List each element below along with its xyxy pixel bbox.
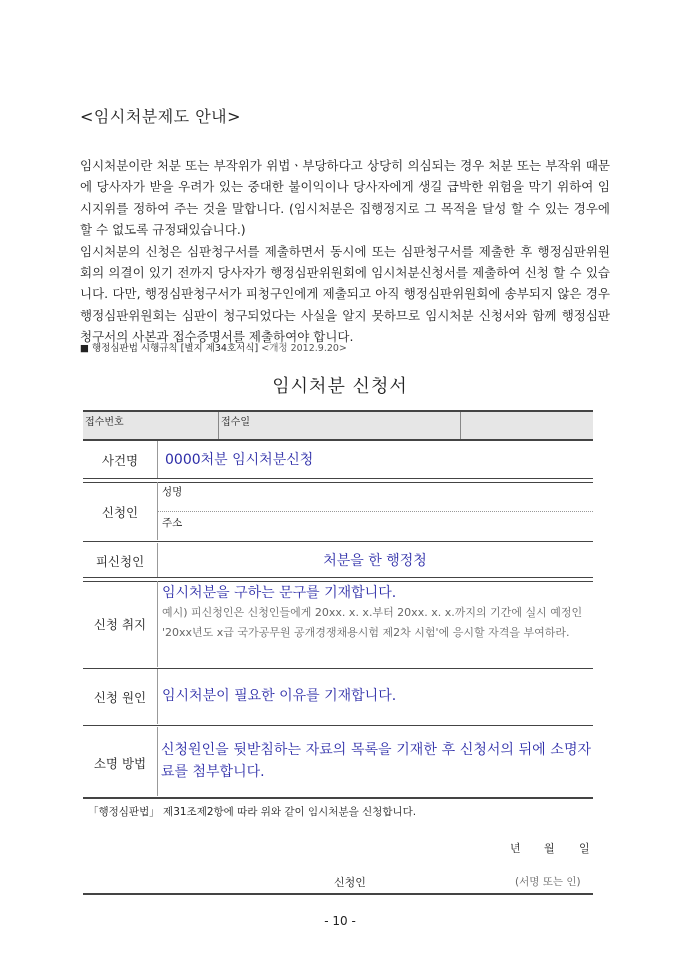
divider: [157, 581, 158, 667]
receipt-date-label: 접수일: [218, 412, 463, 439]
legal-basis: [80, 340, 347, 354]
signer-label: 신청인: [334, 876, 366, 889]
receipt-extra-cell: [460, 412, 596, 439]
evidence-row: [83, 727, 593, 796]
sub-divider: [157, 511, 593, 512]
reason-row: [83, 669, 593, 724]
reason-label: 신청 원인: [93, 690, 147, 705]
intro-paragraph-2: 임시처분의 신청은 심판청구서를 제출하면서 동시에 또는 심판청구서를 제출한 후 행정심판위원회의 의결이 있기 전까지 당사자가 행정심판위원회에 임시처분신청서를 제출하여 신청 할 수 있습니다. 다만, 행정심판청구서가 피청구인에게 제출되고 아직 행정심판위원회에 송부되지 않은 경우 행정심판위원회는 심판이 청구되었다는 사실을 알지 못하므로 임시처분 신청서와 함께 행정심판청구서의 사본과 접수증명서를 제출하여야 합니다.: [80, 243, 610, 345]
revision-date: <개정 2012.9.20>: [261, 343, 347, 354]
row-divider: [83, 541, 593, 542]
applicant-label: 신청인: [101, 505, 139, 520]
case-name-label: 사건명: [101, 453, 139, 468]
application-statement: 「행정심판법」 제31조제2항에 따라 위와 같이 임시처분을 신청합니다.: [88, 806, 417, 818]
signature-hint: (서명 또는 인): [515, 876, 581, 888]
name-label: 성명: [162, 486, 183, 498]
case-name-row: [83, 441, 593, 478]
purpose-label: 신청 취지: [93, 617, 147, 632]
evidence-label: 소명 방법: [93, 756, 147, 771]
address-label: 주소: [162, 517, 183, 529]
reason-value[interactable]: 임시처분이 필요한 이유를 기재합니다.: [162, 688, 397, 704]
footer-divider: [83, 893, 593, 895]
date-year-label: 년: [510, 842, 521, 855]
applicant-row: [83, 482, 593, 540]
legal-basis-text: ■ 행정심판법 시행규칙 [별지 제34호서식]: [80, 343, 259, 354]
date-day-label: 일: [579, 842, 590, 855]
divider: [157, 441, 158, 478]
purpose-instruction[interactable]: 임시처분을 구하는 문구를 기재합니다.: [162, 585, 397, 601]
receipt-number-label: 접수번호: [85, 417, 124, 428]
respondent-label: 피신청인: [95, 554, 145, 569]
respondent-value[interactable]: 처분을 한 행정청: [323, 553, 427, 569]
divider: [157, 727, 158, 796]
case-name-value[interactable]: 0000처분 임시처분신청: [165, 452, 314, 468]
form-title: 임시처분 신청서: [272, 376, 408, 397]
date-month-label: 월: [544, 842, 555, 855]
intro-text: [80, 155, 610, 348]
row-divider: [83, 725, 593, 726]
row-divider: [83, 797, 593, 799]
divider: [157, 669, 158, 724]
page-number: - 10 -: [324, 914, 356, 928]
intro-paragraph-1: 임시처분이란 처분 또는 부작위가 위법ㆍ부당하다고 상당히 의심되는 경우 처분 또는 부작위 때문에 당사자가 받을 우려가 있는 중대한 불이익이나 당사자에게 생길 급박한 위험을 막기 위하여 임시지위를 정하여 주는 것을 말합니다. (임시처분은 집행정지로 그 목적을 달성 할 수 있는 경우에 할 수 없도록 규정돼있습니다.): [80, 158, 610, 238]
purpose-example: 예시) 피신청인은 신청인들에게 20xx. x. x.부터 20xx. x. x.까지의 기간에 실시 예정인 '20xx년도 x급 국가공무원 공개경쟁채용시험 제2차 시험'에 응시할 자격을 부여하라.: [162, 606, 583, 639]
evidence-value[interactable]: 신청원인을 뒷받침하는 자료의 목록을 기재한 후 신청서의 뒤에 소명자료를 첨부합니다.: [161, 742, 591, 780]
receipt-header-row: [83, 410, 593, 441]
purpose-row: [83, 581, 593, 667]
page-heading: <임시처분제도 안내>: [80, 107, 242, 126]
respondent-row: [83, 543, 593, 577]
